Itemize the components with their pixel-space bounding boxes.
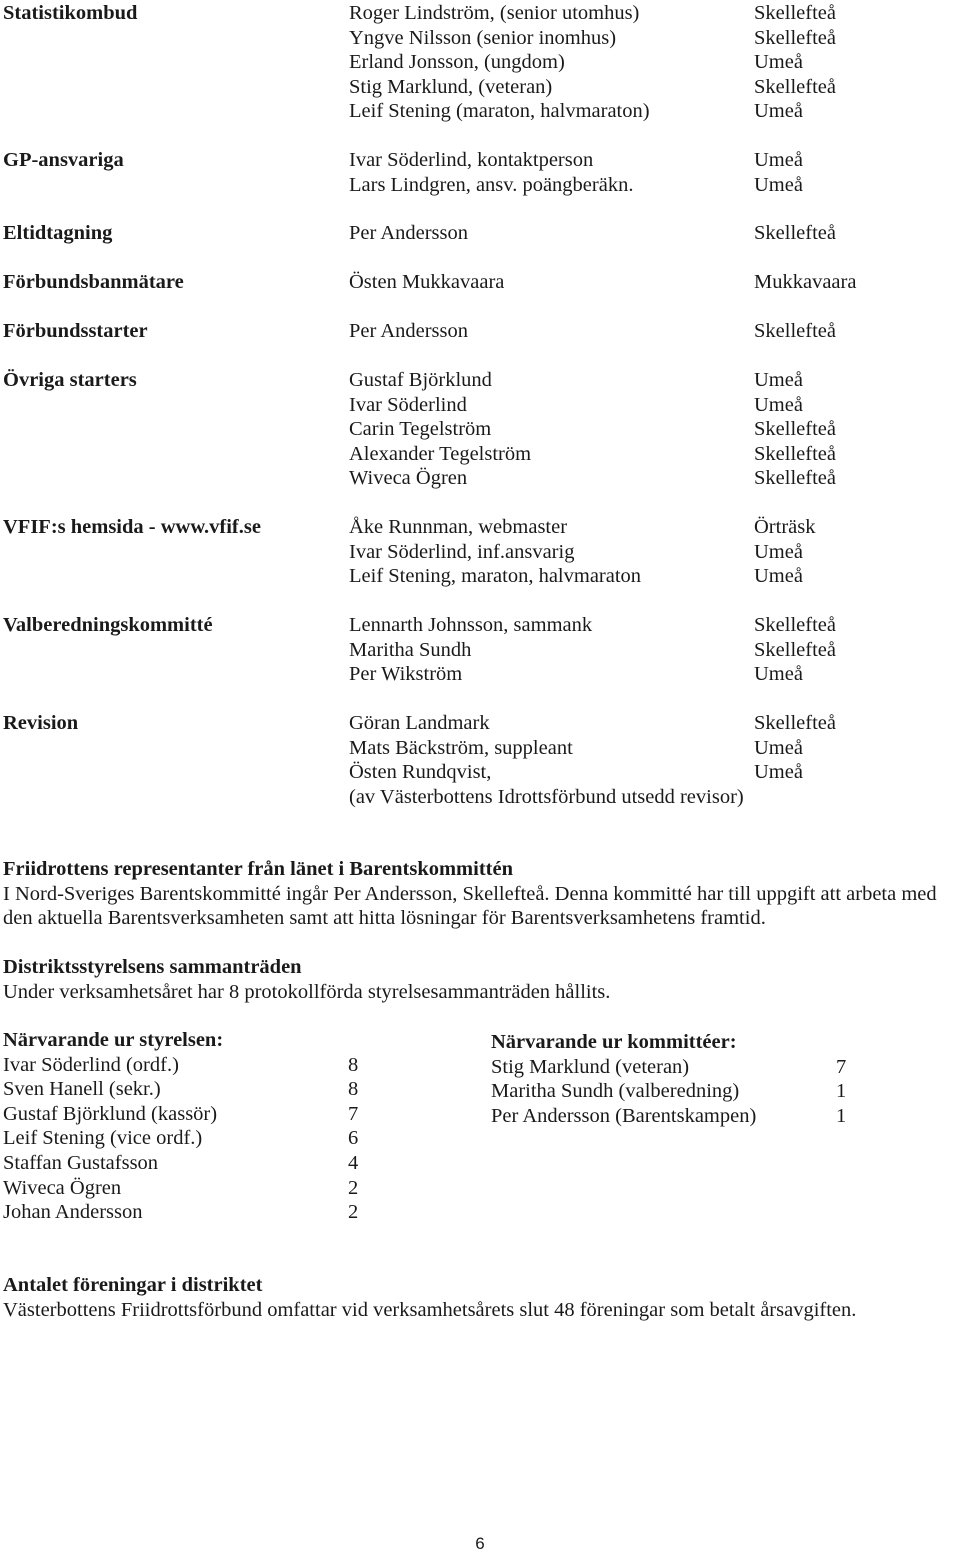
person-city: Skellefteå <box>754 442 836 465</box>
attendance-row <box>491 1055 891 1080</box>
person-name: Ivar Söderlind, kontaktperson <box>349 149 594 171</box>
person-name: Wiveca Ögren <box>349 467 468 490</box>
meetings-section <box>3 955 958 1004</box>
person-row <box>0 442 960 467</box>
person-city: Skellefteå <box>754 2 836 24</box>
role-group <box>0 1 960 124</box>
attendance-count: 1 <box>836 1080 847 1103</box>
attendance-board <box>3 1028 403 1225</box>
attendance-committees-heading: Närvarande ur kommittéer: <box>491 1031 737 1053</box>
person-row <box>0 270 960 295</box>
person-city: Skellefteå <box>754 222 836 244</box>
role-group <box>0 515 960 589</box>
person-row <box>0 540 960 565</box>
page-number: 6 <box>475 1534 485 1553</box>
attendance-name: Ivar Söderlind (ordf.) <box>3 1053 179 1076</box>
person-city: Umeå <box>754 761 803 784</box>
person-city: Umeå <box>754 149 803 171</box>
person-name: Åke Runnman, webmaster <box>349 516 568 538</box>
person-row <box>0 148 960 173</box>
attendance-count: 8 <box>348 1053 359 1076</box>
person-city: Umeå <box>754 393 803 416</box>
person-row <box>0 662 960 687</box>
attendance-name: Gustaf Björklund (kassör) <box>3 1102 218 1125</box>
role-label: Revision <box>3 712 79 734</box>
person-city: Skellefteå <box>754 26 836 49</box>
person-name: Yngve Nilsson (senior inomhus) <box>349 26 617 49</box>
person-row <box>0 368 960 393</box>
person-city: Skellefteå <box>754 712 836 734</box>
person-name: Per Andersson <box>349 320 469 342</box>
attendance-name: Maritha Sundh (valberedning) <box>491 1080 740 1103</box>
person-city: Umeå <box>754 565 803 588</box>
attendance-count: 2 <box>348 1201 359 1224</box>
role-label: Statistikombud <box>3 2 138 24</box>
attendance-count: 1 <box>836 1104 847 1127</box>
person-row <box>0 466 960 491</box>
role-label: VFIF:s hemsida - www.vfif.se <box>3 516 261 538</box>
attendance-row <box>3 1200 403 1225</box>
person-name: Roger Lindström, (senior utomhus) <box>349 2 640 24</box>
role-label: Valberedningskommitté <box>3 614 213 636</box>
person-name: Ivar Söderlind <box>349 393 467 416</box>
person-row <box>0 711 960 736</box>
person-city: Skellefteå <box>754 638 836 661</box>
attendance-row <box>3 1176 403 1201</box>
person-name: Stig Marklund, (veteran) <box>349 75 553 98</box>
role-group <box>0 319 960 344</box>
barents-text: I Nord-Sveriges Barentskommitté ingår Per Andersson, Skellefteå. Denna kommitté har till uppgift att arbeta med den aktuella Barentsverksamheten samt att hitta lösningar för Barentsverksamhetens framtid. <box>3 882 937 930</box>
attendance-name: Staffan Gustafsson <box>3 1151 159 1174</box>
person-name: Per Andersson <box>349 222 469 244</box>
person-row <box>0 393 960 418</box>
role-label: Eltidtagning <box>3 222 113 244</box>
role-group <box>0 148 960 197</box>
role-group <box>0 221 960 246</box>
role-group <box>0 711 960 809</box>
attendance-board-heading: Närvarande ur styrelsen: <box>3 1029 224 1051</box>
attendance-name: Wiveca Ögren <box>3 1176 122 1199</box>
person-name: Leif Stening (maraton, halvmaraton) <box>349 100 650 123</box>
person-city: Umeå <box>754 663 803 686</box>
person-row <box>0 173 960 198</box>
role-group <box>0 368 960 491</box>
person-row <box>0 50 960 75</box>
person-name: Per Wikström <box>349 663 463 686</box>
barents-section <box>3 857 958 931</box>
person-name: Erland Jonsson, (ungdom) <box>349 51 565 74</box>
clubs-text: Västerbottens Friidrottsförbund omfattar vid verksamhetsårets slut 48 föreningar som betalt årsavgiften. <box>3 1298 857 1321</box>
attendance-count: 4 <box>348 1151 359 1174</box>
attendance-name: Stig Marklund (veteran) <box>491 1055 690 1078</box>
meetings-text: Under verksamhetsåret har 8 protokollförda styrelsesammanträden hållits. <box>3 980 611 1003</box>
person-row <box>0 75 960 100</box>
person-row <box>0 613 960 638</box>
person-row <box>0 319 960 344</box>
person-row <box>0 736 960 761</box>
attendance-count: 7 <box>348 1102 359 1125</box>
clubs-heading: Antalet föreningar i distriktet <box>3 1274 263 1296</box>
role-label: GP-ansvariga <box>3 149 124 171</box>
person-city: Umeå <box>754 100 803 123</box>
person-row <box>0 760 960 785</box>
attendance-name: Johan Andersson <box>3 1201 143 1224</box>
person-row <box>0 785 960 810</box>
attendance-committees <box>491 1030 891 1128</box>
attendance-row <box>3 1126 403 1151</box>
attendance-count: 6 <box>348 1127 359 1150</box>
person-city: Umeå <box>754 369 803 391</box>
attendance-count: 8 <box>348 1078 359 1101</box>
attendance-count: 7 <box>836 1055 847 1078</box>
role-label: Övriga starters <box>3 369 137 391</box>
person-city: Mukkavaara <box>754 271 857 293</box>
attendance-row <box>3 1077 403 1102</box>
person-name: Östen Rundqvist, <box>349 761 492 784</box>
person-city: Skellefteå <box>754 614 836 636</box>
person-name: Alexander Tegelström <box>349 442 532 465</box>
role-label: Förbundsbanmätare <box>3 271 184 293</box>
person-city: Umeå <box>754 51 803 74</box>
person-row <box>0 638 960 663</box>
person-row <box>0 564 960 589</box>
person-row <box>0 26 960 51</box>
person-city: Umeå <box>754 736 803 759</box>
person-name: Maritha Sundh <box>349 638 472 661</box>
attendance-row <box>3 1053 403 1078</box>
person-name: Lars Lindgren, ansv. poängberäkn. <box>349 173 634 196</box>
role-label: Förbundsstarter <box>3 320 148 342</box>
person-row <box>0 417 960 442</box>
person-city: Örträsk <box>754 516 816 538</box>
meetings-heading: Distriktsstyrelsens sammanträden <box>3 956 302 978</box>
attendance-row <box>491 1104 891 1129</box>
person-name: Leif Stening, maraton, halvmaraton <box>349 565 642 588</box>
attendance-name: Leif Stening (vice ordf.) <box>3 1127 203 1150</box>
person-name: Mats Bäckström, suppleant <box>349 736 573 759</box>
attendance-name: Sven Hanell (sekr.) <box>3 1078 161 1101</box>
person-row <box>0 1 960 26</box>
person-city: Skellefteå <box>754 75 836 98</box>
person-city: Skellefteå <box>754 320 836 342</box>
person-name: Carin Tegelström <box>349 418 492 441</box>
person-name: Göran Landmark <box>349 712 490 734</box>
clubs-section <box>3 1273 958 1322</box>
role-group <box>0 613 960 687</box>
barents-heading: Friidrottens representanter från länet i Barentskommittén <box>3 858 513 880</box>
person-name: Östen Mukkavaara <box>349 271 505 293</box>
person-name: (av Västerbottens Idrottsförbund utsedd revisor) <box>349 785 744 808</box>
attendance-count: 2 <box>348 1176 359 1199</box>
attendance-row <box>491 1079 891 1104</box>
attendance-row <box>3 1102 403 1127</box>
person-row <box>0 99 960 124</box>
person-city: Skellefteå <box>754 418 836 441</box>
attendance-row <box>3 1151 403 1176</box>
person-row <box>0 515 960 540</box>
person-row <box>0 221 960 246</box>
person-name: Gustaf Björklund <box>349 369 492 391</box>
person-city: Umeå <box>754 540 803 563</box>
attendance-name: Per Andersson (Barentskampen) <box>491 1104 757 1127</box>
role-group <box>0 270 960 295</box>
person-name: Lennarth Johnsson, sammank <box>349 614 593 636</box>
person-city: Skellefteå <box>754 467 836 490</box>
person-city: Umeå <box>754 173 803 196</box>
person-name: Ivar Söderlind, inf.ansvarig <box>349 540 575 563</box>
